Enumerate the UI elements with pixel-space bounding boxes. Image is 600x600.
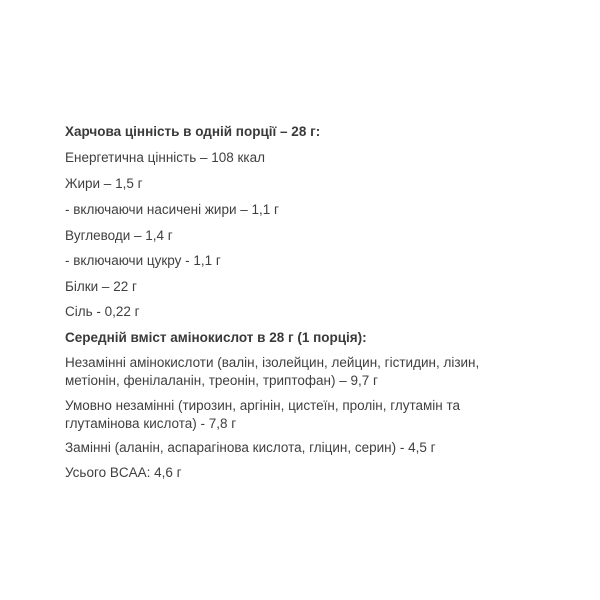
nutrition-heading: Харчова цінність в одній порції – 28 г: <box>65 124 321 139</box>
amino-nonessential: Замінні (аланін, аспарагінова кислота, гліцин, серин) - 4,5 г <box>65 440 436 455</box>
nutrition-item-energy: Енергетична цінність – 108 ккал <box>65 150 266 165</box>
amino-essential-line-1: Незамінні амінокислоти (валін, ізолейцин, лейцин, гістидин, лізин, <box>65 355 480 370</box>
nutrition-item-saturated-fat: - включаючи насичені жири – 1,1 г <box>65 202 279 217</box>
amino-conditional-line-1: Умовно незамінні (тирозин, аргінін, цистеїн, пролін, глутамін та <box>65 398 461 413</box>
nutrition-item-protein: Білки – 22 г <box>65 279 137 294</box>
nutrition-item-salt: Сіль - 0,22 г <box>65 304 140 319</box>
nutrition-item-sugar: - включаючи цукру - 1,1 г <box>65 253 221 268</box>
amino-essential-line-2: метіонін, фенілаланін, треонін, триптофан) – 9,7 г <box>65 373 378 388</box>
nutrition-item-carbs: Вуглеводи – 1,4 г <box>65 228 173 243</box>
amino-bcaa-total: Усього BCAA: 4,6 г <box>65 465 182 480</box>
amino-conditional-line-2: глутамінова кислота) - 7,8 г <box>65 416 237 431</box>
nutrition-item-fat: Жири – 1,5 г <box>65 176 143 191</box>
amino-heading: Середній вміст амінокислот в 28 г (1 порція): <box>65 330 367 345</box>
